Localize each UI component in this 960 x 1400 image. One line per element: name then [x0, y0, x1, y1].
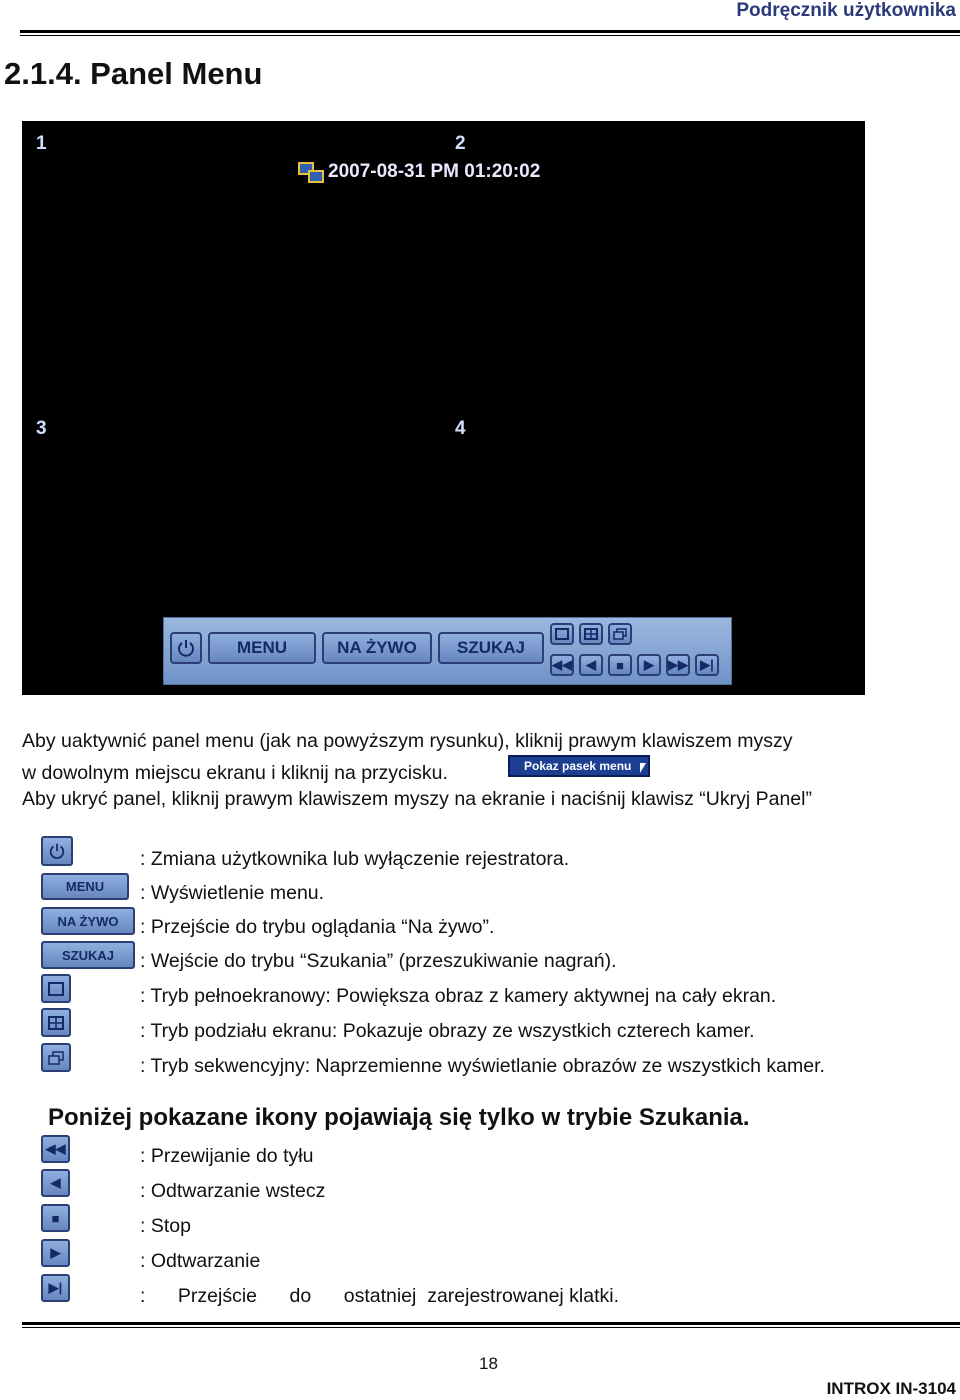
power-button[interactable]: [170, 632, 202, 664]
legend-text-search: : Wejście do trybu “Szukania” (przeszukiwanie nagrań).: [140, 950, 617, 972]
fullscreen-button[interactable]: [550, 623, 574, 645]
sequence-icon: [613, 628, 627, 640]
section-title: 2.1.4. Panel Menu: [4, 56, 263, 91]
legend-text-fullscreen: : Tryb pełnoekranowy: Powiększa obraz z kamery aktywnej na cały ekran.: [140, 985, 777, 1007]
quad-icon: [48, 1016, 64, 1030]
footer-rule: [22, 1322, 960, 1325]
fast-forward-button[interactable]: [666, 654, 690, 676]
legend-text-menu: : Wyświetlenie menu.: [140, 882, 325, 904]
legend-text-quad: : Tryb podziału ekranu: Pokazuje obrazy ze wszystkich czterech kamer.: [140, 1020, 755, 1042]
quad-button[interactable]: [579, 623, 603, 645]
legend-skip-end-icon: [41, 1274, 70, 1302]
menu-button[interactable]: MENU: [208, 632, 316, 664]
fullscreen-icon: [48, 982, 64, 996]
document-title: Podręcznik użytkownika: [736, 0, 956, 21]
legend-text-stop: : Stop: [140, 1215, 191, 1237]
play-icon: ▶: [644, 657, 654, 672]
legend-live-icon: NA ŻYWO: [41, 907, 135, 935]
brand-label: INTROX IN-3104: [826, 1379, 956, 1398]
legend-text-play: : Odtwarzanie: [140, 1250, 261, 1272]
fullscreen-icon: [555, 628, 569, 640]
sequence-button[interactable]: [608, 623, 632, 645]
legend-quad-icon: [41, 1008, 71, 1037]
show-menu-bar-button[interactable]: [508, 755, 650, 777]
channel-label-2: 2: [455, 133, 466, 154]
legend-sequence-icon: [41, 1043, 71, 1072]
footer-rule-thin: [22, 1327, 960, 1328]
legend-search-icon: SZUKAJ: [41, 941, 135, 969]
legend-menu-icon: MENU: [41, 873, 129, 900]
power-icon: [48, 842, 66, 860]
search-button[interactable]: SZUKAJ: [438, 632, 544, 664]
dvr-screen: [22, 121, 865, 695]
stop-icon: ■: [51, 1210, 60, 1226]
header-rule: [20, 30, 960, 33]
legend-stop-icon: [41, 1204, 70, 1232]
legend-text-sequence: : Tryb sekwencyjny: Naprzemienne wyświetlanie obrazów ze wszystkich kamer.: [140, 1055, 825, 1077]
reverse-play-icon: ◀: [50, 1175, 61, 1190]
legend-text-rewind: : Przewijanie do tyłu: [140, 1145, 314, 1167]
legend-reverse-play-icon: [41, 1169, 70, 1197]
page-number: 18: [479, 1354, 498, 1373]
instruction-line-3: Aby ukryć panel, kliknij prawym klawiszem myszy na ekranie i naciśnij klawisz “Ukryj Panel”: [22, 788, 812, 810]
datetime-text: 2007-08-31 PM 01:20:02: [328, 161, 541, 182]
menu-panel: [163, 617, 732, 685]
legend-text-power: : Zmiana użytkownika lub wyłączenie rejestratora.: [140, 848, 570, 870]
rewind-icon: ◀◀: [552, 657, 572, 672]
channel-label-4: 4: [455, 418, 466, 439]
stop-icon: ■: [616, 657, 624, 673]
live-button[interactable]: NA ŻYWO: [322, 632, 432, 664]
network-icon: [298, 162, 322, 182]
stop-button[interactable]: [608, 654, 632, 676]
header-rule-thin: [20, 35, 960, 36]
rewind-icon: ◀◀: [45, 1141, 66, 1156]
channel-label-3: 3: [36, 418, 47, 439]
search-section-title: Poniżej pokazane ikony pojawiają się tylko w trybie Szukania.: [48, 1104, 750, 1131]
skip-end-button[interactable]: [695, 654, 719, 676]
fast-forward-icon: ▶▶: [668, 657, 688, 672]
instruction-line-1: Aby uaktywnić panel menu (jak na powyższym rysunku), kliknij prawym klawiszem myszy: [22, 730, 793, 752]
play-icon: ▶: [50, 1245, 61, 1260]
legend-power-icon: [41, 836, 73, 866]
sequence-icon: [48, 1051, 64, 1065]
play-button[interactable]: [637, 654, 661, 676]
rewind-button[interactable]: [550, 654, 574, 676]
show-menu-bar-label: Pokaz pasek menu: [524, 759, 632, 773]
reverse-play-icon: ◀: [586, 657, 596, 672]
skip-end-icon: ▶|: [700, 657, 714, 672]
reverse-play-button[interactable]: [579, 654, 603, 676]
power-icon: [176, 638, 196, 658]
legend-fullscreen-icon: [41, 974, 71, 1003]
datetime-display: [298, 161, 540, 183]
cursor-icon: [640, 763, 646, 773]
legend-text-live: : Przejście do trybu oglądania “Na żywo”.: [140, 916, 495, 938]
legend-rewind-icon: [41, 1135, 70, 1163]
legend-text-reverse-play: : Odtwarzanie wstecz: [140, 1180, 326, 1202]
legend-play-icon: [41, 1239, 70, 1267]
quad-icon: [584, 628, 598, 640]
instruction-line-2: w dowolnym miejscu ekranu i kliknij na przycisku.: [22, 762, 448, 784]
channel-label-1: 1: [36, 133, 47, 154]
legend-text-skip-end: : Przejście do ostatniej zarejestrowanej klatki.: [140, 1285, 620, 1307]
skip-end-icon: ▶|: [48, 1280, 63, 1295]
